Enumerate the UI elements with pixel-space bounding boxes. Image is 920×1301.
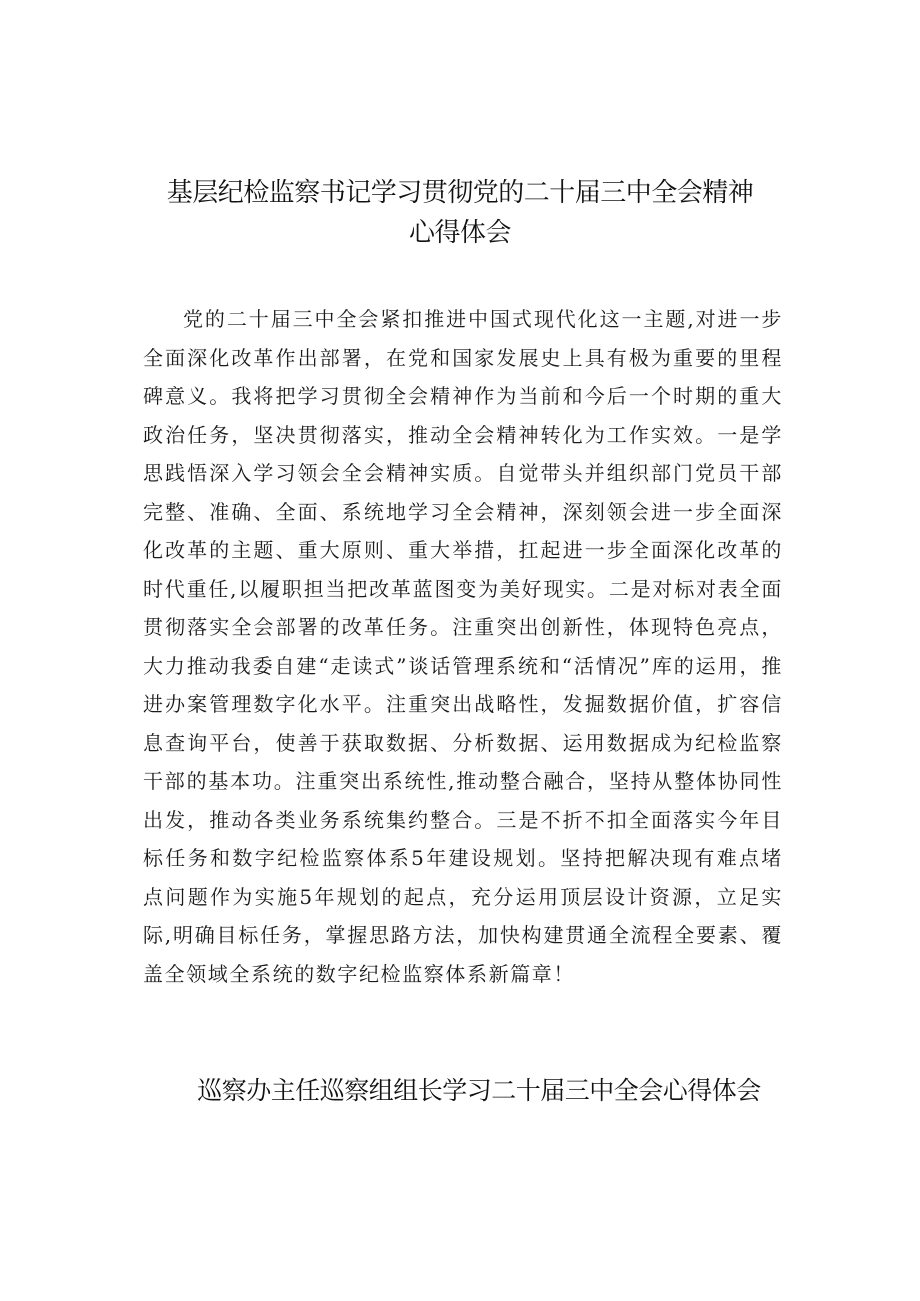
next-article-title: 巡察办主任巡察组组长学习二十届三中全会心得体会 xyxy=(197,1076,761,1105)
document-title-line-1: 基层纪检监察书记学习贯彻党的二十届三中全会精神 xyxy=(166,178,754,208)
document-title-line-2: 心得体会 xyxy=(408,218,511,248)
document-body-paragraph: 党的二十届三中全会紧扣推进中国式现代化这一主题,对进一步全面深化改革作出部署，在党和国家发展史上具有极为重要的里程碑意义。我将把学习贯彻全会精神作为当前和今后一个时期的重大政治任务，坚决贯彻落实，推动全会精神转化为工作实效。一是学思践悟深入学习领会全会精神实质。自觉带头并组织部门党员干部完整、准确、全面、系统地学习全会精神，深刻领会进一步全面深化改革的主题、重大原则、重大举措，扛起进一步全面深化改革的时代重任,以履职担当把改革蓝图变为美好现实。二是对标对表全面贯彻落实全会部署的改革任务。注重突出创新性，体现特色亮点，大力推动我委自建“走读式”谈话管理系统和“活情况”库的运用，推进办案管理数字化水平。注重突出战略性，发掘数据价值，扩容信息查询平台，使善于获取数据、分析数据、运用数据成为纪检监察干部的基本功。注重突出系统性,推动整合融合，坚持从整体协同性出发，推动各类业务系统集约整合。三是不折不扣全面落实今年目标任务和数字纪检监察体系5年建设规划。坚持把解决现有难点堵点问题作为实施5年规划的起点，充分运用顶层设计资源，立足实际,明确目标任务，掌握思路方法，加快构建贯通全流程全要素、覆盖全领域全系统的数字纪检监察体系新篇章！ xyxy=(143,307,783,986)
